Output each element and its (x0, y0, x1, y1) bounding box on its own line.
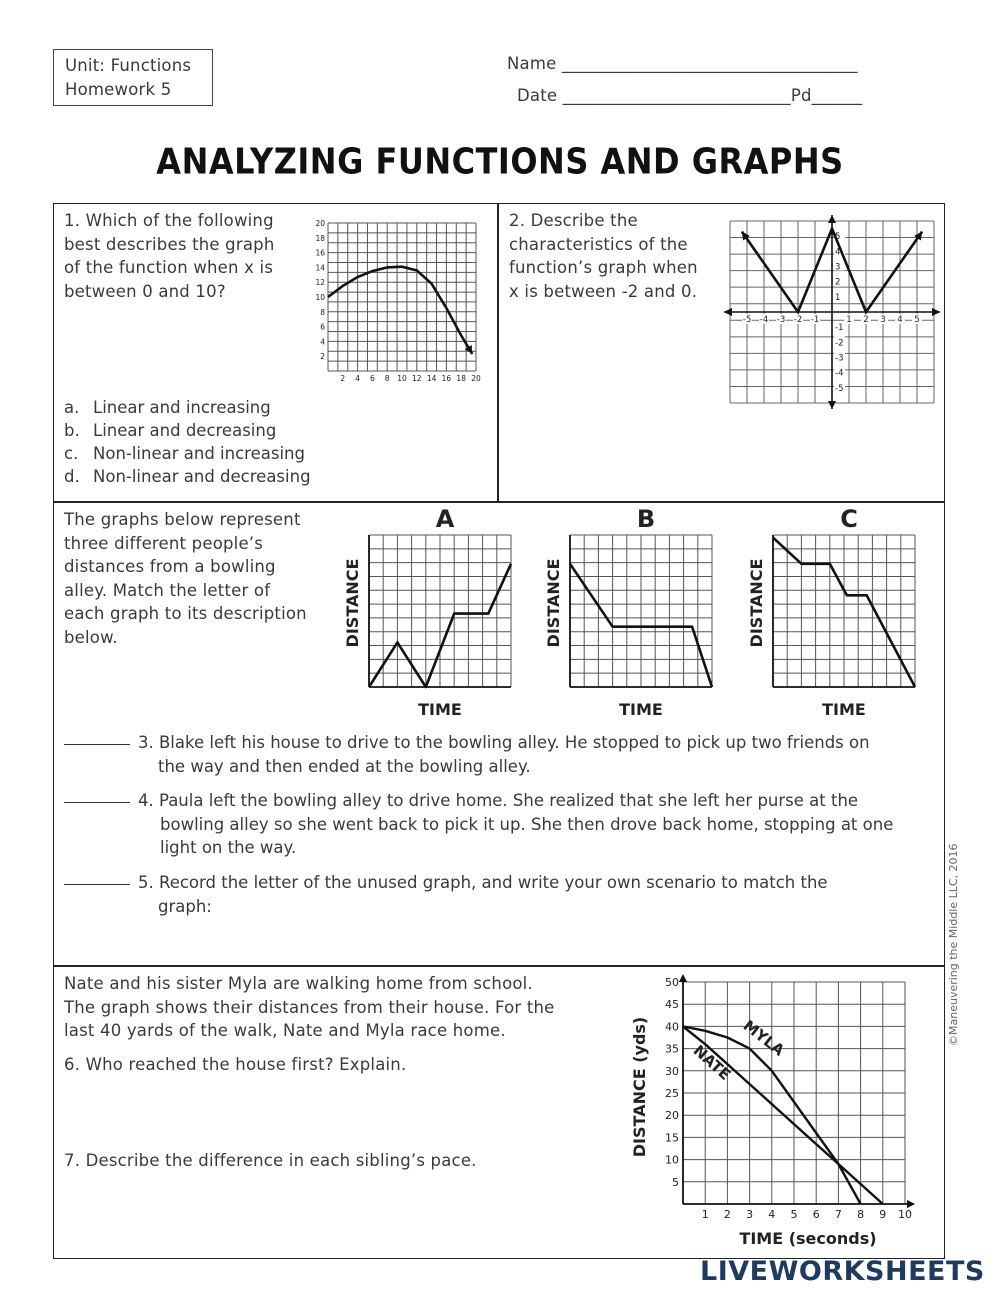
option-text: Linear and decreasing (93, 421, 277, 440)
y-tick-label: -3 (835, 353, 844, 364)
y-tick-label: 25 (665, 1087, 679, 1100)
y-tick-label: 30 (665, 1064, 679, 1078)
x-tick-label: 4 (768, 1208, 776, 1221)
y-axis-arrow-up (828, 215, 836, 223)
x-tick-label: -3 (776, 315, 786, 325)
race-intro: Nate and his sister Myla are walking home from school. The graph shows their distances from their house. For the last 40 yards of the walk, Nate and Myla race home. (64, 974, 555, 1040)
x-tick-label: 2 (723, 1208, 731, 1221)
y-tick-label: 5 (835, 232, 841, 243)
x-tick-label: -4 (759, 315, 769, 325)
matching-intro: The graphs below represent three different people’s distances from a bowling alley. Match the letter of each graph to its description below. (64, 510, 307, 647)
y-axis-label: DISTANCE (yds) (630, 1016, 649, 1158)
x-tick-label: 3 (880, 315, 886, 325)
y-axis-label: DISTANCE (747, 558, 766, 648)
copyright-text: ©Maneuvering the Middle LLC, 2016 (947, 843, 960, 1046)
x-tick-label: 5 (790, 1208, 798, 1221)
option-letter: c. (64, 444, 79, 463)
y-tick-label: 8 (320, 307, 325, 317)
y-tick-label: 4 (835, 247, 841, 258)
x-tick-label: -1 (810, 315, 820, 325)
x-tick-label: 12 (412, 374, 422, 383)
graph-letter: A (435, 505, 455, 533)
unit-label: Unit: Functions (65, 56, 192, 75)
question-1-text: 1. Which of the following best describes the graph of the function when x is between 0 and 10? (64, 211, 275, 301)
x-tick-label: -2 (793, 315, 803, 325)
question-4-text-cont2: light on the way. (160, 838, 297, 857)
question-2-graph (722, 213, 942, 411)
x-tick-label: 2 (340, 374, 346, 383)
y-tick-label: 10 (315, 293, 325, 302)
homework-label: Homework 5 (65, 79, 172, 99)
y-tick-label: 12 (315, 278, 325, 288)
graph-c (744, 505, 924, 721)
answer-blank-5[interactable] (64, 884, 130, 885)
x-axis-arrow (907, 1200, 915, 1208)
question-6: 6. Who reached the house first? Explain. (64, 1055, 407, 1074)
x-tick-label: 8 (857, 1208, 865, 1221)
x-axis-label: TIME (seconds) (739, 1229, 877, 1248)
option-text: Linear and increasing (93, 398, 271, 417)
y-tick-label: -2 (835, 338, 844, 349)
y-tick-label: 6 (320, 322, 325, 332)
graph-b (541, 505, 721, 721)
series-label-nate: NATE (689, 1041, 735, 1084)
x-axis-arrow-left (724, 308, 732, 316)
question-5-text: 5. Record the letter of the unused graph, and write your own scenario to match the (138, 873, 828, 892)
graph-a (340, 505, 520, 721)
y-tick-label: 15 (665, 1131, 679, 1145)
y-tick-label: 2 (835, 277, 841, 288)
question-5 (64, 871, 944, 918)
name-field[interactable]: Name ___________________________________ (507, 54, 858, 73)
x-tick-label: 18 (456, 374, 466, 383)
y-tick-label: -1 (835, 323, 844, 334)
question-4 (64, 789, 944, 860)
race-graph (625, 970, 925, 1255)
question-1-options (64, 396, 311, 488)
option-letter: d. (64, 467, 80, 486)
y-tick-label: 5 (672, 1175, 679, 1189)
x-tick-label: 6 (812, 1208, 820, 1221)
answer-blank-3[interactable] (64, 744, 130, 745)
question-7: 7. Describe the difference in each sibling’s pace. (64, 1151, 477, 1170)
x-axis-label: TIME (619, 700, 663, 719)
x-tick-label: 6 (370, 374, 375, 383)
x-tick-label: 20 (471, 374, 481, 383)
x-tick-label: 1 (701, 1208, 709, 1221)
page-title: ANALYZING FUNCTIONS AND GRAPHS (156, 139, 844, 183)
x-tick-label: 14 (426, 374, 437, 383)
x-tick-label: 10 (898, 1208, 912, 1221)
option-letter: a. (64, 398, 80, 417)
x-axis-label: TIME (822, 700, 866, 719)
x-tick-label: 10 (397, 374, 407, 383)
x-axis-label: TIME (418, 700, 462, 719)
y-tick-label: 14 (315, 263, 325, 273)
question-1-graph (305, 215, 490, 390)
question-3-text-cont: the way and then ended at the bowling alley. (158, 756, 531, 776)
x-tick-label: 4 (355, 374, 360, 383)
y-tick-label: 10 (665, 1153, 679, 1167)
y-tick-label: 3 (835, 262, 841, 273)
x-tick-label: 3 (746, 1208, 754, 1221)
option-c[interactable] (64, 442, 311, 465)
x-tick-label: 7 (834, 1208, 842, 1221)
option-b[interactable] (64, 419, 311, 442)
liveworksheets-logo[interactable]: LIVEWORKSHEETS (700, 1256, 985, 1287)
answer-blank-4[interactable] (64, 802, 130, 803)
y-tick-label: -5 (835, 383, 844, 394)
x-tick-label: 5 (914, 315, 920, 325)
question-2-text: 2. Describe the characteristics of the function’s graph when x is between -2 and 0. (509, 211, 698, 301)
question-3 (64, 731, 944, 778)
y-tick-label: -4 (835, 368, 844, 379)
option-a[interactable] (64, 396, 311, 419)
y-axis-arrow-down (828, 401, 836, 409)
unit-box (53, 49, 213, 106)
question-5-text-cont: graph: (158, 896, 212, 916)
y-tick-label: 45 (665, 998, 679, 1012)
x-tick-label: 9 (879, 1208, 887, 1221)
y-tick-label: 40 (665, 1020, 679, 1034)
graph-letter: B (636, 505, 656, 533)
y-tick-label: 18 (315, 233, 325, 243)
option-text: Non-linear and decreasing (93, 467, 311, 486)
x-tick-label: 1 (846, 315, 852, 325)
y-tick-label: 35 (665, 1042, 679, 1056)
question-4-text: 4. Paula left the bowling alley to drive home. She realized that she left her purse at the (138, 791, 859, 810)
date-field[interactable]: Date ___________________________Pd______ (517, 86, 863, 105)
question-4-text-cont: bowling alley so she went back to pick it up. She then drove back home, stopping at one (160, 814, 894, 834)
y-axis-label: DISTANCE (343, 558, 362, 648)
y-tick-label: 2 (320, 352, 325, 362)
question-3-text: 3. Blake left his house to drive to the bowling alley. He stopped to pick up two friends on (138, 733, 870, 752)
x-tick-label: 16 (441, 374, 452, 383)
x-tick-label: 8 (384, 374, 390, 383)
y-tick-label: 4 (320, 337, 325, 347)
x-axis-arrow-right (932, 308, 940, 316)
y-tick-label: 20 (665, 1109, 679, 1123)
series-label-myla: MYLA (739, 1016, 788, 1060)
x-tick-label: -5 (742, 315, 752, 325)
graph-letter: C (840, 505, 858, 533)
y-tick-label: 1 (835, 292, 841, 303)
option-text: Non-linear and increasing (93, 444, 305, 463)
option-d[interactable] (64, 465, 311, 488)
y-tick-label: 16 (315, 248, 325, 258)
option-letter: b. (64, 421, 80, 440)
y-tick-label: 20 (315, 219, 325, 228)
y-axis-arrow (679, 974, 687, 982)
x-tick-label: 4 (897, 315, 903, 325)
y-tick-label: 50 (665, 976, 679, 989)
y-axis-label: DISTANCE (544, 558, 563, 648)
x-tick-label: 2 (863, 315, 869, 325)
